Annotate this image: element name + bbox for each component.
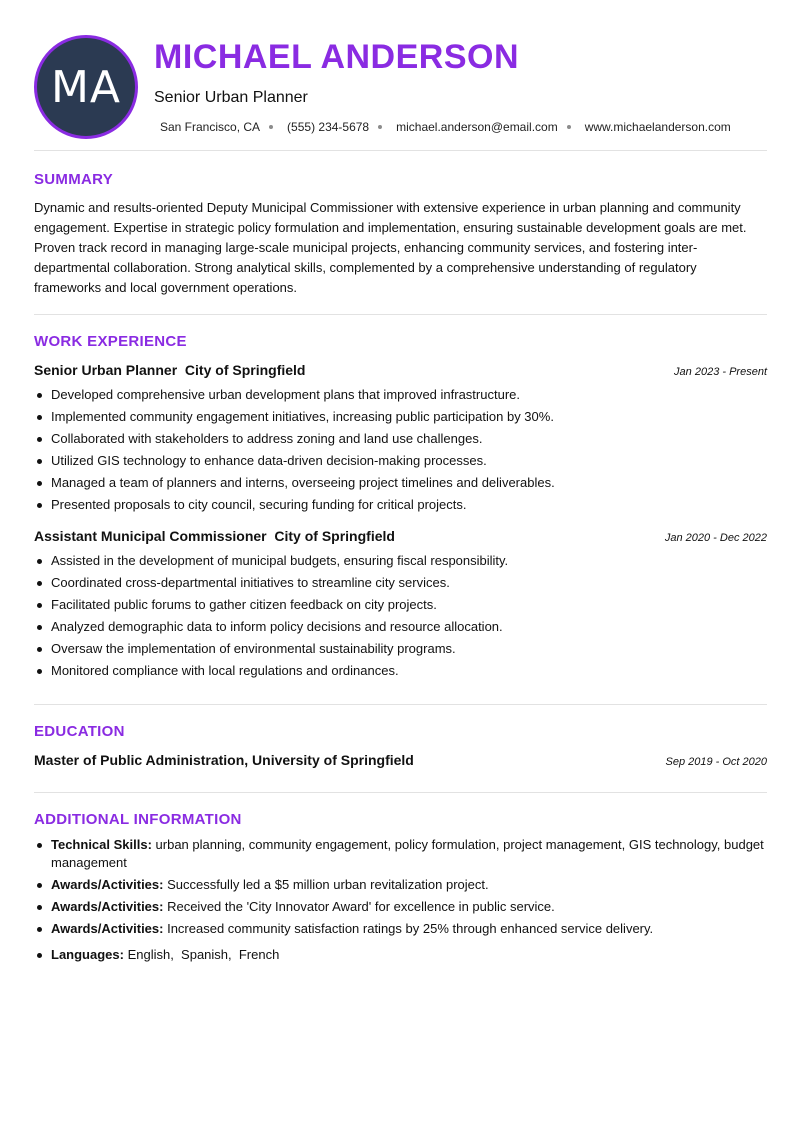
job-title: Senior Urban Planner City of Springfield xyxy=(34,362,306,378)
contact-location: San Francisco, CA xyxy=(160,120,261,134)
additional-info-heading: ADDITIONAL INFORMATION xyxy=(34,811,242,828)
list-item xyxy=(34,876,767,894)
work-experience-heading: WORK EXPERIENCE xyxy=(34,333,187,350)
education-section xyxy=(34,705,767,792)
education-date: Sep 2019 - Oct 2020 xyxy=(665,756,767,768)
list-item: Utilized GIS technology to enhance data-driven decision-making processes. xyxy=(34,450,767,472)
item-label: Languages: xyxy=(51,947,124,962)
degree-title: Master of Public Administration, University of Springfield xyxy=(34,752,414,768)
job-header xyxy=(34,362,767,378)
avatar-initials: MA xyxy=(50,61,122,113)
separator-dot-icon xyxy=(567,125,571,129)
contact-website[interactable]: www.michaelanderson.com xyxy=(584,120,731,134)
avatar xyxy=(34,35,138,139)
item-text: English, Spanish, French xyxy=(123,947,280,962)
item-text: Received the 'City Innovator Award' for excellence in public service. xyxy=(163,899,555,914)
contact-email[interactable]: michael.anderson@email.com xyxy=(396,120,558,134)
education-entry xyxy=(34,752,767,768)
list-item xyxy=(34,920,767,938)
candidate-name: MICHAEL ANDERSON xyxy=(154,38,520,76)
additional-info-list xyxy=(34,836,767,964)
list-item: Facilitated public forums to gather citizen feedback on city projects. xyxy=(34,594,767,616)
summary-heading: SUMMARY xyxy=(34,171,114,188)
job-date: Jan 2023 - Present xyxy=(674,366,767,378)
list-item: Analyzed demographic data to inform policy decisions and resource allocation. xyxy=(34,616,767,638)
item-text: Successfully led a $5 million urban revitalization project. xyxy=(163,877,489,892)
list-item: Monitored compliance with local regulations and ordinances. xyxy=(34,660,767,682)
summary-text: Dynamic and results-oriented Deputy Municipal Commissioner with extensive experience in urban planning and community engagement. Expertise in strategic policy formulation and implementation, ensuring sustainable development goals are met. Proven track record in managing large-scale municipal projects, enhancing community services, and fostering inter-departmental collaboration. Strong analytical skills, complemented by a comprehensive understanding of regulatory frameworks and local government operations. xyxy=(34,200,747,295)
item-label: Awards/Activities: xyxy=(51,877,164,892)
separator-dot-icon xyxy=(269,125,273,129)
list-item: Implemented community engagement initiatives, increasing public participation by 30%. xyxy=(34,406,767,428)
job-entry xyxy=(34,528,767,682)
contact-row xyxy=(160,120,731,134)
job-date: Jan 2020 - Dec 2022 xyxy=(664,532,767,544)
summary-section xyxy=(34,151,767,314)
education-heading: EDUCATION xyxy=(34,723,125,740)
work-experience-section xyxy=(34,315,767,704)
contact-phone: (555) 234-5678 xyxy=(287,120,370,134)
item-label: Awards/Activities: xyxy=(51,921,164,936)
list-item: Developed comprehensive urban development plans that improved infrastructure. xyxy=(34,384,767,406)
job-title: Assistant Municipal Commissioner City of Springfield xyxy=(34,528,395,544)
resume-header xyxy=(34,0,767,150)
list-item: Managed a team of planners and interns, overseeing project timelines and deliverables. xyxy=(34,472,767,494)
separator-dot-icon xyxy=(378,125,382,129)
item-label: Awards/Activities: xyxy=(51,899,164,914)
list-item: Collaborated with stakeholders to address zoning and land use challenges. xyxy=(34,428,767,450)
list-item: Coordinated cross-departmental initiatives to streamline city services. xyxy=(34,572,767,594)
item-text: urban planning, community engagement, policy formulation, project management, GIS technology, budget management xyxy=(51,837,764,870)
item-label: Technical Skills: xyxy=(51,837,152,852)
candidate-title: Senior Urban Planner xyxy=(154,89,308,106)
job-bullets xyxy=(34,384,767,516)
job-entry xyxy=(34,362,767,516)
list-item: Assisted in the development of municipal budgets, ensuring fiscal responsibility. xyxy=(34,550,767,572)
list-item: Oversaw the implementation of environmental sustainability programs. xyxy=(34,638,767,660)
list-item xyxy=(34,836,767,872)
item-text: Increased community satisfaction ratings by 25% through enhanced service delivery. xyxy=(163,921,654,936)
list-item: Presented proposals to city council, securing funding for critical projects. xyxy=(34,494,767,516)
job-bullets xyxy=(34,550,767,682)
additional-info-section xyxy=(34,793,767,964)
list-item xyxy=(34,946,767,964)
list-item xyxy=(34,898,767,916)
job-header xyxy=(34,528,767,544)
